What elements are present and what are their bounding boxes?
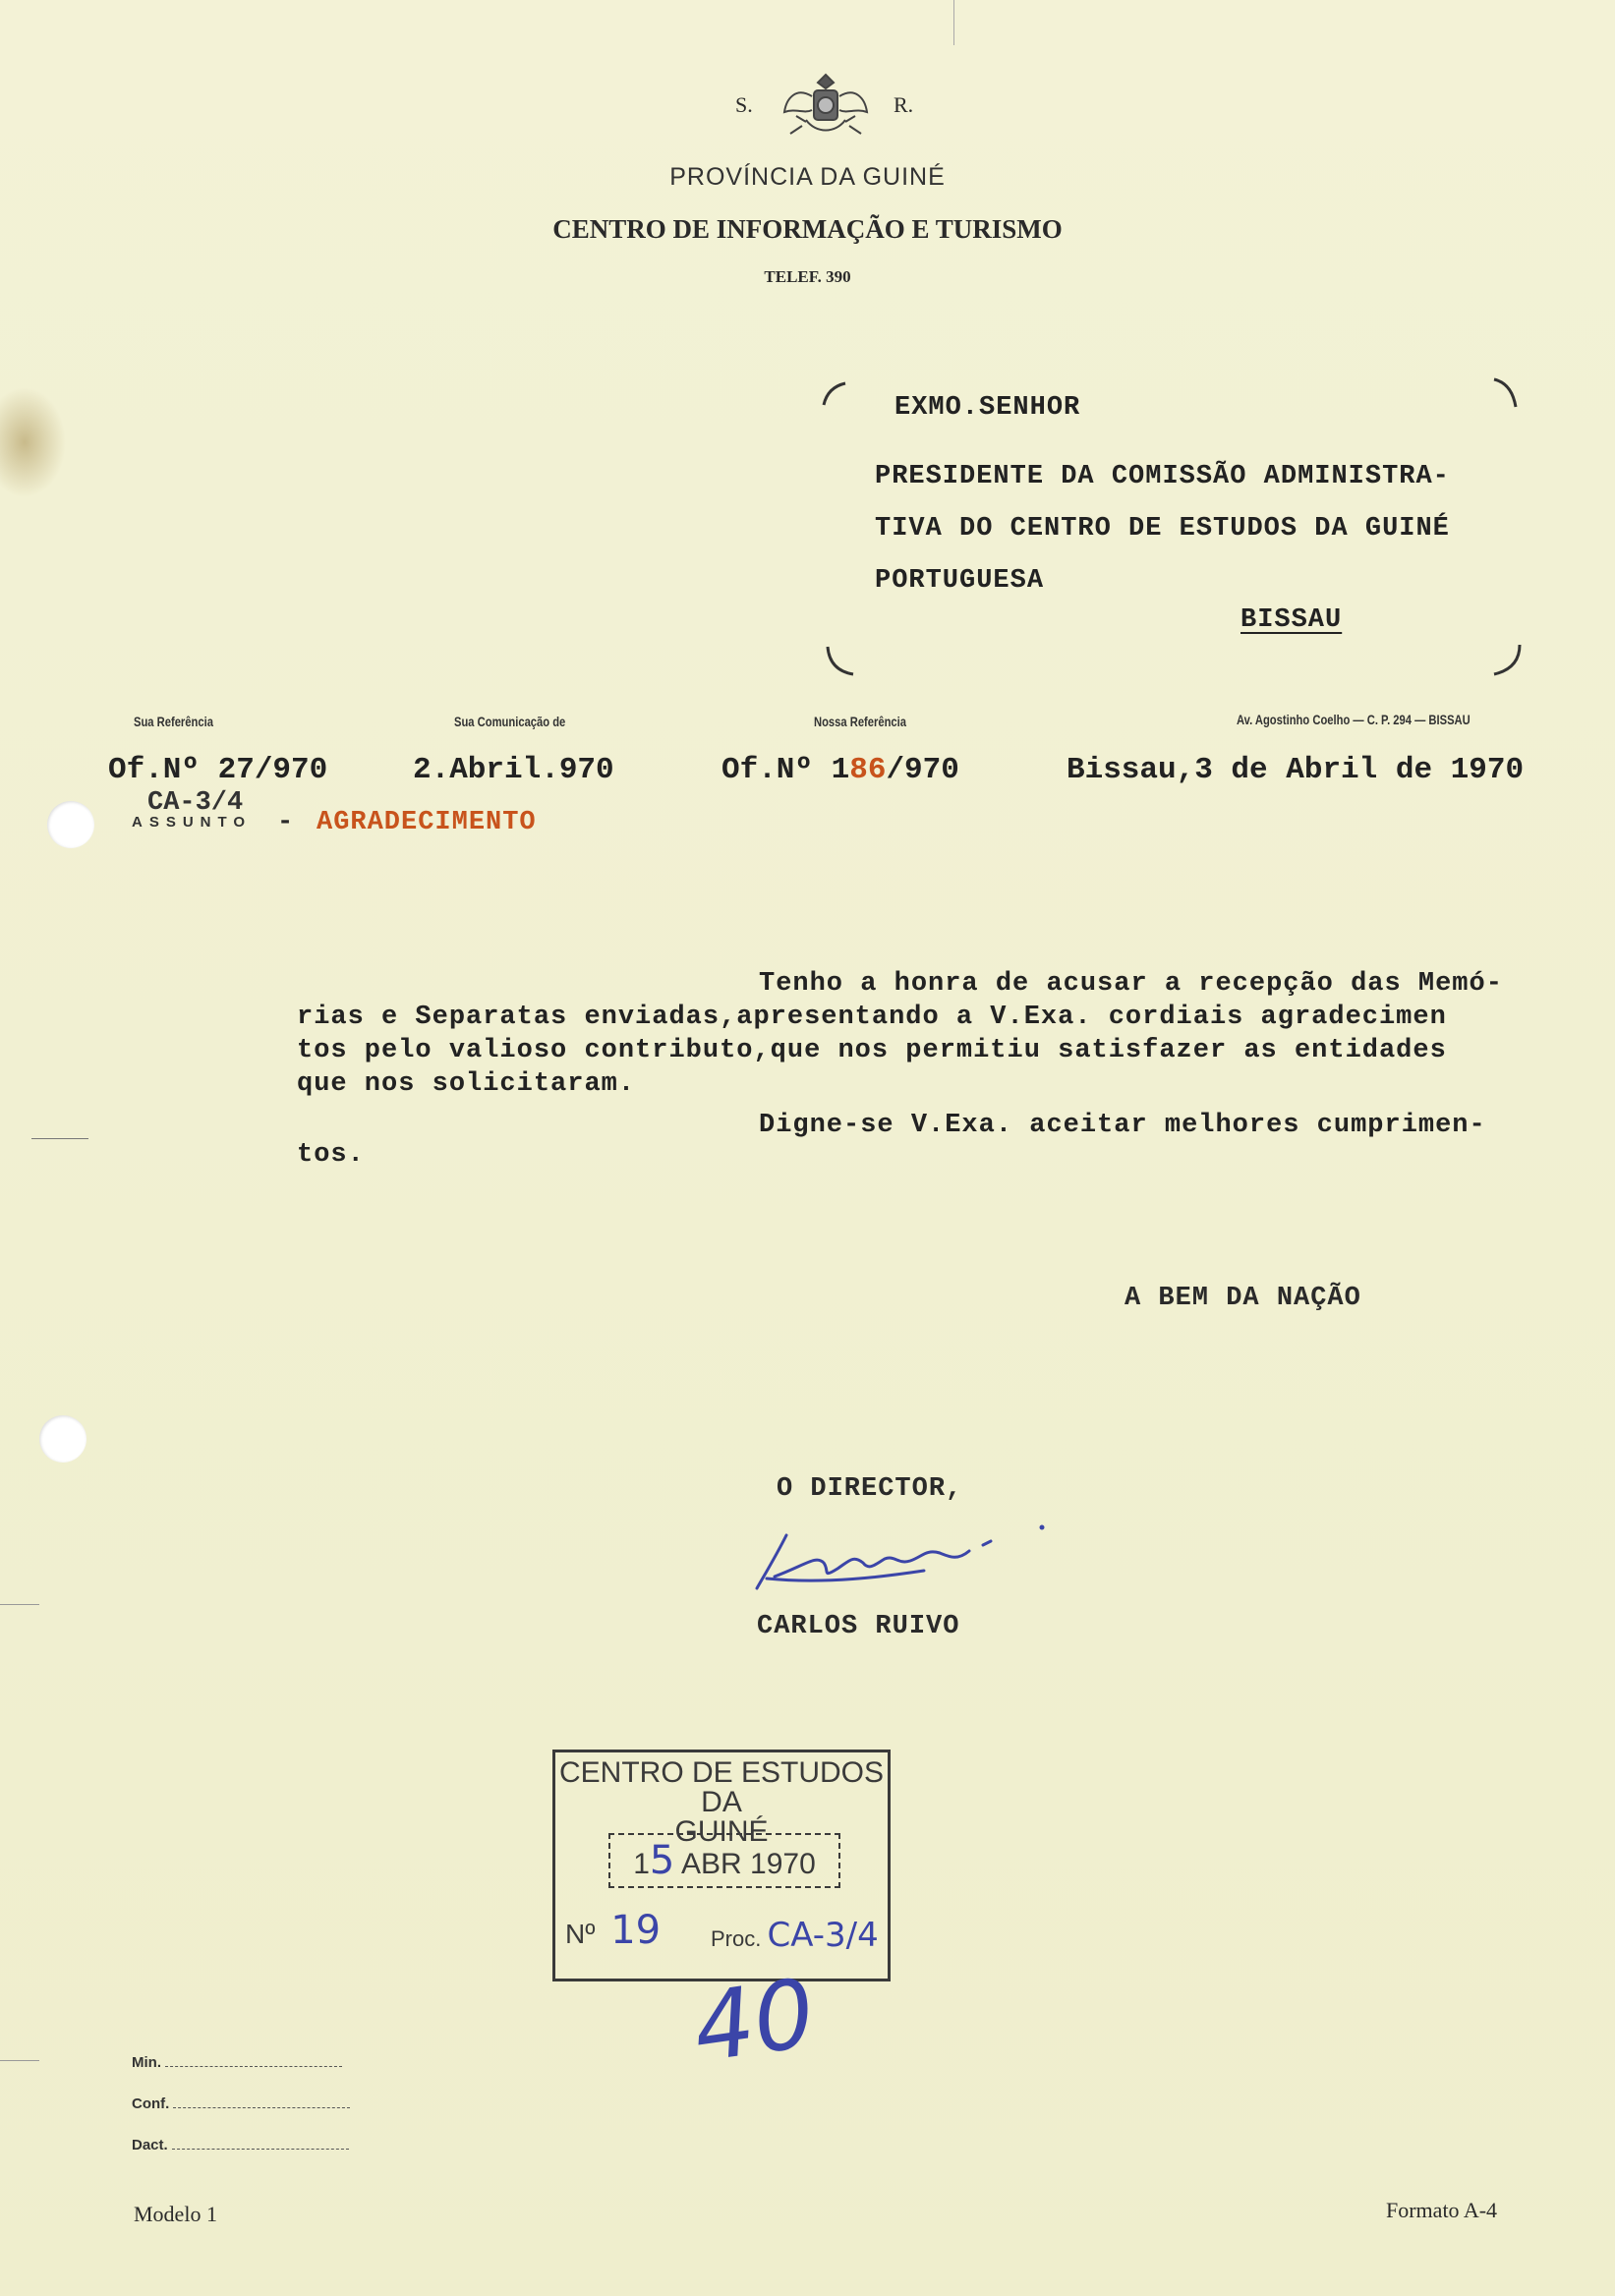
footer-dact-line <box>172 2149 349 2150</box>
stamp-number <box>565 1908 661 1953</box>
your-communication-value: 2.Abril.970 <box>413 753 614 787</box>
body-line-6: tos. <box>297 1140 365 1170</box>
our-reference-part-b: 86 <box>849 753 887 787</box>
subject-label: ASSUNTO <box>132 814 253 831</box>
punch-hole-bottom <box>39 1415 87 1463</box>
stamp-title-line-2: GUINÉ <box>674 1815 769 1848</box>
reception-stamp <box>552 1750 891 1981</box>
body-line-5: Digne-se V.Exa. aceitar melhores cumprimen- <box>759 1111 1486 1140</box>
our-reference-value <box>721 753 959 787</box>
footer-min-label: Min. <box>132 2054 161 2071</box>
subject-value: AGRADECIMENTO <box>317 808 537 837</box>
stamp-title-line-1: CENTRO DE ESTUDOS DA <box>558 1756 885 1818</box>
header-s: S. <box>735 92 753 117</box>
coat-of-arms-icon <box>777 69 875 147</box>
stamp-date-day-handwritten: 5 <box>649 1838 675 1883</box>
footer-min-line <box>165 2066 342 2067</box>
stamp-date <box>608 1833 840 1888</box>
footer-min <box>132 2054 342 2071</box>
stamp-number-label: Nº <box>565 1919 596 1949</box>
body-line-4: que nos solicitaram. <box>297 1069 636 1099</box>
your-reference-label: Sua Referência <box>134 714 213 729</box>
stamp-process <box>691 1916 879 1955</box>
header-r: R. <box>894 92 914 117</box>
body-line-1: Tenho a honra de acusar a recepção das Memó- <box>759 969 1503 999</box>
province-title: PROVÍNCIA DA GUINÉ <box>669 163 946 191</box>
recipient-salutation: EXMO.SENHOR <box>894 393 1081 423</box>
stamp-initials: 40 <box>686 1958 822 2084</box>
stamp-date-year: 1970 <box>750 1848 816 1880</box>
our-reference-part-a: Of.Nº 1 <box>721 753 850 787</box>
director-signature <box>747 1506 1071 1594</box>
our-reference-part-c: /970 <box>886 753 959 787</box>
director-name: CARLOS RUIVO <box>757 1612 960 1641</box>
paper-format: Formato A-4 <box>1386 2198 1498 2222</box>
footer-conf-label: Conf. <box>132 2095 170 2112</box>
recipient-city: BISSAU <box>1240 605 1343 635</box>
margin-tick <box>31 1138 88 1139</box>
form-model: Modelo 1 <box>134 2202 217 2226</box>
your-communication-label: Sua Comunicação de <box>454 714 566 729</box>
stamp-date-month: ABR <box>681 1848 742 1880</box>
institution-title: CENTRO DE INFORMAÇÃO E TURISMO <box>552 214 1063 244</box>
director-title: O DIRECTOR, <box>777 1474 963 1504</box>
body-line-2: rias e Separatas enviadas,apresentando a V.Exa. cordiais agradecimen <box>297 1003 1447 1032</box>
stamp-number-value: 19 <box>610 1908 662 1953</box>
margin-tick <box>0 1604 39 1605</box>
footer-conf <box>132 2095 350 2112</box>
letter-date: Bissau,3 de Abril de 1970 <box>1067 753 1525 787</box>
telephone: TELEF. 390 <box>764 267 851 286</box>
subject-dash: - <box>277 808 294 837</box>
our-reference-label: Nossa Referência <box>814 714 907 729</box>
recipient-line-3: PORTUGUESA <box>875 566 1045 596</box>
your-reference-value: Of.Nº 27/970 <box>108 753 328 787</box>
stamp-process-value: CA-3/4 <box>767 1916 879 1955</box>
address-label: Av. Agostinho Coelho — C. P. 294 — BISSAU <box>1237 712 1471 727</box>
punch-hole-top <box>47 801 94 848</box>
body-line-3: tos pelo valioso contributo,que nos permitiu satisfazer as entidades <box>297 1036 1447 1065</box>
recipient-line-1: PRESIDENTE DA COMISSÃO ADMINISTRA- <box>875 462 1450 491</box>
margin-tick <box>0 2060 39 2061</box>
footer-conf-line <box>173 2107 350 2108</box>
top-fold-line <box>953 0 954 45</box>
subject-code: CA-3/4 <box>147 788 244 818</box>
closing-motto: A BEM DA NAÇÃO <box>1125 1284 1361 1313</box>
footer-dact-label: Dact. <box>132 2137 168 2153</box>
footer-dact <box>132 2137 349 2153</box>
stamp-process-label: Proc. <box>711 1926 762 1951</box>
stamp-date-day: 1 <box>633 1848 650 1880</box>
recipient-line-2: TIVA DO CENTRO DE ESTUDOS DA GUINÉ <box>875 514 1450 544</box>
